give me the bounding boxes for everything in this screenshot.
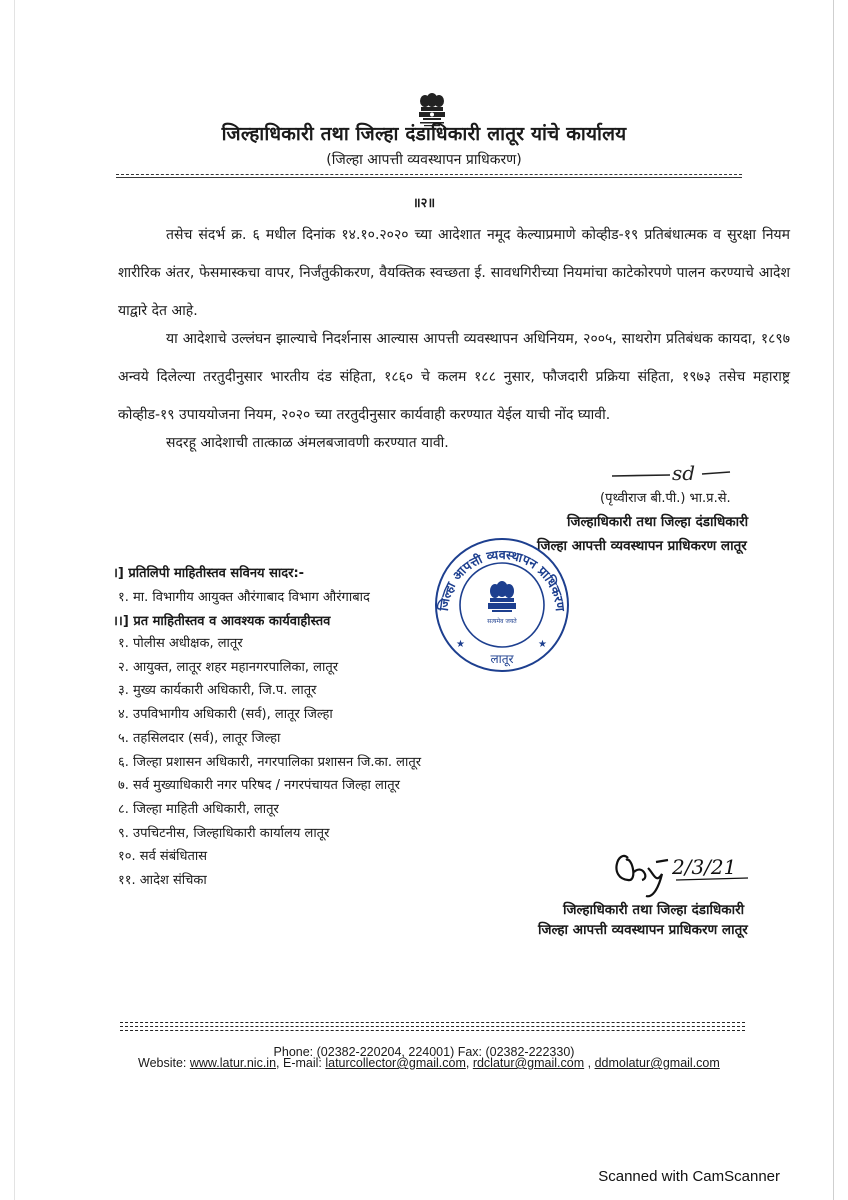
copy-list-item: ७. सर्व मुख्याधिकारी नगर परिषद / नगरपंचायत जिल्हा लातूर (118, 778, 400, 794)
scan-edge-right (833, 0, 834, 1200)
paragraph-2-text: या आदेशाचे उल्लंघन झाल्याचे निदर्शनास आल्यास आपत्ती व्यवस्थापन अधिनियम, २००५, साथरोग प्रतिबंधक कायदा, १८९७ अन्वये दिलेल्या तरतुदीनुसार भारतीय दंड संहिता, १८६० चे कलम १८८ नुसार, फौजदारी प्रक्रिया संहिता, १९७३ तसेच महाराष्ट्र कोव्हीड-१९ उपाययोजना नियम, २०२० च्या तरतुदीनुसार कार्यवाही करण्यात येईल याची नोंद घ्यावी. (118, 331, 790, 423)
paragraph-3 (118, 424, 790, 462)
website-link[interactable]: www.latur.nic.in (189, 1056, 277, 1070)
footer-contact (138, 1056, 720, 1070)
copy-list-item: ५. तहसिलदार (सर्व), लातूर जिल्हा (118, 730, 281, 746)
footer-divider (120, 1030, 745, 1031)
copy-heading-1: ।] प्रतिलिपी माहितीस्तव सविनय सादर:- (113, 566, 305, 581)
email-label: , E-mail: (276, 1056, 326, 1070)
email-link-1[interactable]: laturcollector@gmail.com (325, 1056, 466, 1070)
seal-star-right: ★ (538, 639, 547, 650)
website-label: Website: (138, 1056, 190, 1070)
signature-date: 2/3/21 (672, 855, 737, 879)
sd-mark-text: sd (672, 461, 696, 485)
copy-list-item: ११. आदेश संचिका (118, 873, 207, 888)
paragraph-3-text: सदरहू आदेशाची तात्काळ अंमलबजावणी करण्यात यावी. (166, 435, 449, 451)
seal-motto: सत्यमेव जयते (487, 618, 517, 625)
email-link-3[interactable]: ddmolatur@gmail.com (594, 1056, 720, 1070)
page-number: ॥२॥ (412, 196, 436, 211)
copy-heading-2: ।।] प्रत माहितीस्तव व आवश्यक कार्यवाहीस्तव (113, 614, 331, 629)
paragraph-1-text: तसेच संदर्भ क्र. ६ मधील दिनांक १४.१०.२०२० च्या आदेशात नमूद केल्याप्रमाणे कोव्हीड-१९ प्रतिबंधात्मक व सुरक्षा नियम शारीरिक अंतर, फेसमास्कचा वापर, निर्जंतुकीकरण, वैयक्तिक स्वच्छता ई. सावधगिरीच्या नियमांचा काटेकोरपणे पालन करण्याचे आदेश याद्वारे देत आहे. (118, 227, 790, 319)
header-divider-solid (116, 177, 742, 178)
handwritten-signature (598, 838, 768, 900)
copy-list-item: २. आयुक्त, लातूर शहर महानगरपालिका, लातूर (118, 659, 339, 675)
final-designation-1: जिल्हाधिकारी तथा जिल्हा दंडाधिकारी (563, 902, 745, 918)
scan-edge-left (14, 0, 15, 1200)
copy-list-item: ३. मुख्य कार्यकारी अधिकारी, जि.प. लातूर (118, 683, 317, 699)
scanner-watermark: Scanned with CamScanner (598, 1168, 780, 1185)
footer-divider (120, 1022, 745, 1023)
copy-list-item: ६. जिल्हा प्रशासन अधिकारी, नगरपालिका प्रशासन जि.का. लातूर (118, 754, 422, 770)
copy-list-item: १०. सर्व संबंधितास (118, 849, 208, 865)
header-divider (116, 174, 742, 175)
email-separator-1: , (465, 1056, 473, 1070)
copy-list-item: १. पोलीस अधीक्षक, लातूर (118, 636, 243, 651)
office-title: जिल्हाधिकारी तथा जिल्हा दंडाधिकारी लातूर यांचे कार्यालय (221, 123, 627, 145)
email-separator-2: , (584, 1056, 595, 1070)
signatory-name: (पृथ्वीराज बी.पी.) भा.प्र.से. (600, 491, 731, 506)
copy-list-item: ९. उपचिटनीस, जिल्हाधिकारी कार्यालय लातूर (118, 825, 330, 841)
email-link-2[interactable]: rdclatur@gmail.com (472, 1056, 585, 1070)
sd-signature-mark (610, 458, 740, 488)
seal-emblem-icon (488, 581, 516, 612)
signatory-designation-1: जिल्हाधिकारी तथा जिल्हा दंडाधिकारी (567, 514, 749, 530)
seal-arc-textpath: जिल्हा आपत्ती व्यवस्थापन प्राधिकरण (435, 546, 569, 612)
copy-list-item: ८. जिल्हा माहिती अधिकारी, लातूर (118, 801, 279, 817)
official-seal (432, 535, 572, 675)
paragraph-2 (118, 320, 790, 434)
footer-phone: Phone: (02382-220204, 224001) Fax: (02382-222330) (273, 1045, 575, 1059)
copy-list-item: १. मा. विभागीय आयुक्त औरंगाबाद विभाग औरंगाबाद (118, 590, 370, 605)
footer-divider (120, 1026, 745, 1027)
seal-star-left: ★ (456, 639, 465, 650)
signatory-designation-2: जिल्हा आपत्ती व्यवस्थापन प्राधिकरण लातूर (537, 538, 747, 554)
final-designation-2: जिल्हा आपत्ती व्यवस्थापन प्राधिकरण लातूर (538, 922, 748, 938)
seal-bottom-text: लातूर (490, 652, 514, 666)
office-subtitle: (जिल्हा आपत्ती व्यवस्थापन प्राधिकरण) (326, 152, 522, 168)
paragraph-1 (118, 216, 790, 330)
copy-list-item: ४. उपविभागीय अधिकारी (सर्व), लातूर जिल्हा (118, 707, 333, 723)
